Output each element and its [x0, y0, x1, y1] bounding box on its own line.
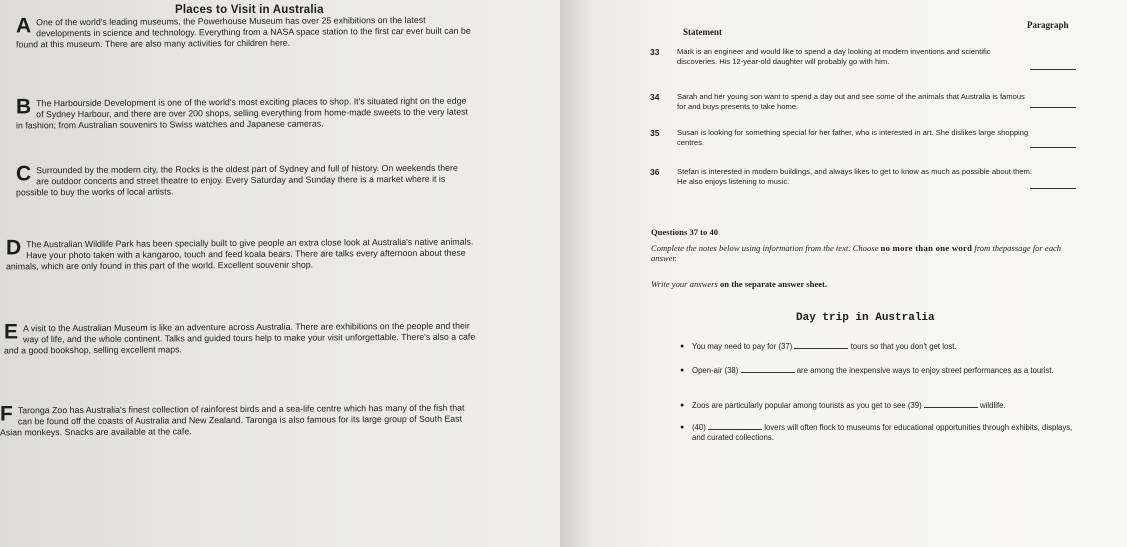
statement-text: Stefan is interested in modern buildings, and always likes to get to know as much as possible about them. He also enjoys listening to music.	[677, 167, 1032, 186]
answer-blank	[1030, 188, 1076, 189]
paragraph-e	[4, 321, 476, 357]
answer-blank-38	[741, 372, 795, 373]
questions-title: Questions 37 to 40	[651, 227, 719, 237]
paragraph-letter: A	[16, 14, 32, 38]
note-text: Zoos are particularly popular among tourists as you get to see (39)	[692, 401, 922, 410]
page-title: Places to Visit in Australia	[175, 4, 324, 16]
statement-header: Statement	[683, 27, 722, 37]
answer-blank-39	[924, 407, 978, 408]
paragraph-text: One of the world's leading museums, the Powerhouse Museum has over 25 exhibitions on the latest developments in science and technology. Everything from a NASA space station to the first car ever built can be found at this museum. There are also many activities for children here.	[16, 14, 471, 50]
write-instruction	[651, 279, 827, 289]
bullet-icon: ●	[680, 424, 685, 431]
note-text-end: are among the inexpensive ways to enjoy street performances as a tourist.	[796, 366, 1054, 375]
paragraph-b	[16, 96, 472, 132]
answer-blank	[1030, 147, 1076, 148]
note-text: You may need to pay for (37)	[692, 342, 793, 351]
note-text-end: wildlife.	[980, 401, 1006, 410]
statement-text: Sarah and her young son want to spend a day out and see some of the animals that Australia is famous for and buys presents to take home.	[677, 92, 1025, 111]
paragraph-text: The Australian Wildlife Park has been specially built to give people an extra close look at Australia's native animals. Have your photo taken with a kangaroo, touch and feed koala bears. There are talks every afternoon about these animals, which are only found in this part of the world. Excellent souvenir shop.	[6, 236, 474, 272]
instruction-emphasis: no more than one word	[880, 243, 973, 253]
paragraph-text: A visit to the Australian Museum is like an adventure across Australia. There are exhibitions on the people and their way of life, and the whole continent. Talks and guided tours help to make your visit unforgettable. There's also a cafe and a good bookshop, selling excellent maps.	[4, 320, 476, 356]
answer-blank-40	[708, 429, 762, 430]
note-text-end: lovers will often flock to museums for educational opportunities through exhibits, displays, and curated collections.	[692, 423, 1073, 442]
write-emphasis: on the separate answer sheet.	[720, 279, 828, 289]
paragraph-text: Taronga Zoo has Australia's finest collection of rainforest birds and a sea-life centre which has many of the fish that can be found off the coasts of Australia and New Zealand. Taronga is also famous for its large group of South East Asian monkeys. Snacks are available at the cafe.	[0, 402, 465, 438]
right-page	[560, 0, 1127, 547]
instruction-text: Complete the notes below using information from the text. Choose	[651, 243, 881, 253]
paragraph-letter: F	[0, 402, 13, 426]
answer-blank-37	[794, 348, 848, 349]
paragraph-letter: D	[6, 236, 22, 260]
statement-number: 33	[650, 47, 660, 57]
paragraph-text: Surrounded by the modern city, the Rocks is the oldest part of Sydney and full of history. On weekends there are outdoor concerts and street theatre to enjoy. Every Saturday and Sunday there is a market where it is possible to buy the works of local artists.	[16, 162, 458, 198]
statement-text: Mark is an engineer and would like to spend a day looking at modern inventions and scientific discoveries. His 12-year-old daughter will probably go with him.	[677, 47, 991, 66]
statement-text: Susan is looking for something special for her father, who is interested in art. She dislikes large shopping centres.	[677, 128, 1029, 147]
paragraph-d	[6, 237, 476, 273]
paragraph-f	[0, 403, 476, 439]
bullet-icon: ●	[680, 402, 685, 409]
paragraph-header: Paragraph	[1027, 20, 1069, 30]
instruction-text-end: from thepassage for each answer.	[651, 243, 1062, 263]
note-text-end: tours so that you don't get lost.	[850, 342, 957, 351]
paragraph-letter: E	[4, 320, 19, 344]
paragraph-letter: B	[16, 95, 32, 119]
bullet-icon: ●	[680, 343, 685, 350]
paragraph-a	[16, 15, 472, 51]
answer-blank	[1030, 107, 1076, 108]
paragraph-text: The Harbourside Development is one of the world's most exciting places to shop. It's situated right on the edge of Sydney Harbour, and there are over 200 shops, selling everything from home-made sweets to the very latest in fashion; from Australian souvenirs to Swiss watches and Japanese cameras.	[16, 95, 468, 131]
note-text: Open-air (38)	[692, 366, 739, 375]
note-text: (40)	[692, 423, 706, 432]
paragraph-c	[16, 163, 472, 199]
statement-number: 36	[650, 167, 660, 177]
instructions	[651, 243, 1071, 263]
bullet-icon: ●	[680, 367, 685, 374]
paragraph-letter: C	[16, 162, 32, 186]
answer-blank	[1030, 69, 1076, 70]
statement-number: 35	[650, 128, 660, 138]
left-page	[0, 0, 560, 547]
statement-number: 34	[650, 92, 660, 102]
write-text: Write your answers	[651, 279, 720, 289]
notes-title: Day trip in Australia	[796, 312, 935, 324]
